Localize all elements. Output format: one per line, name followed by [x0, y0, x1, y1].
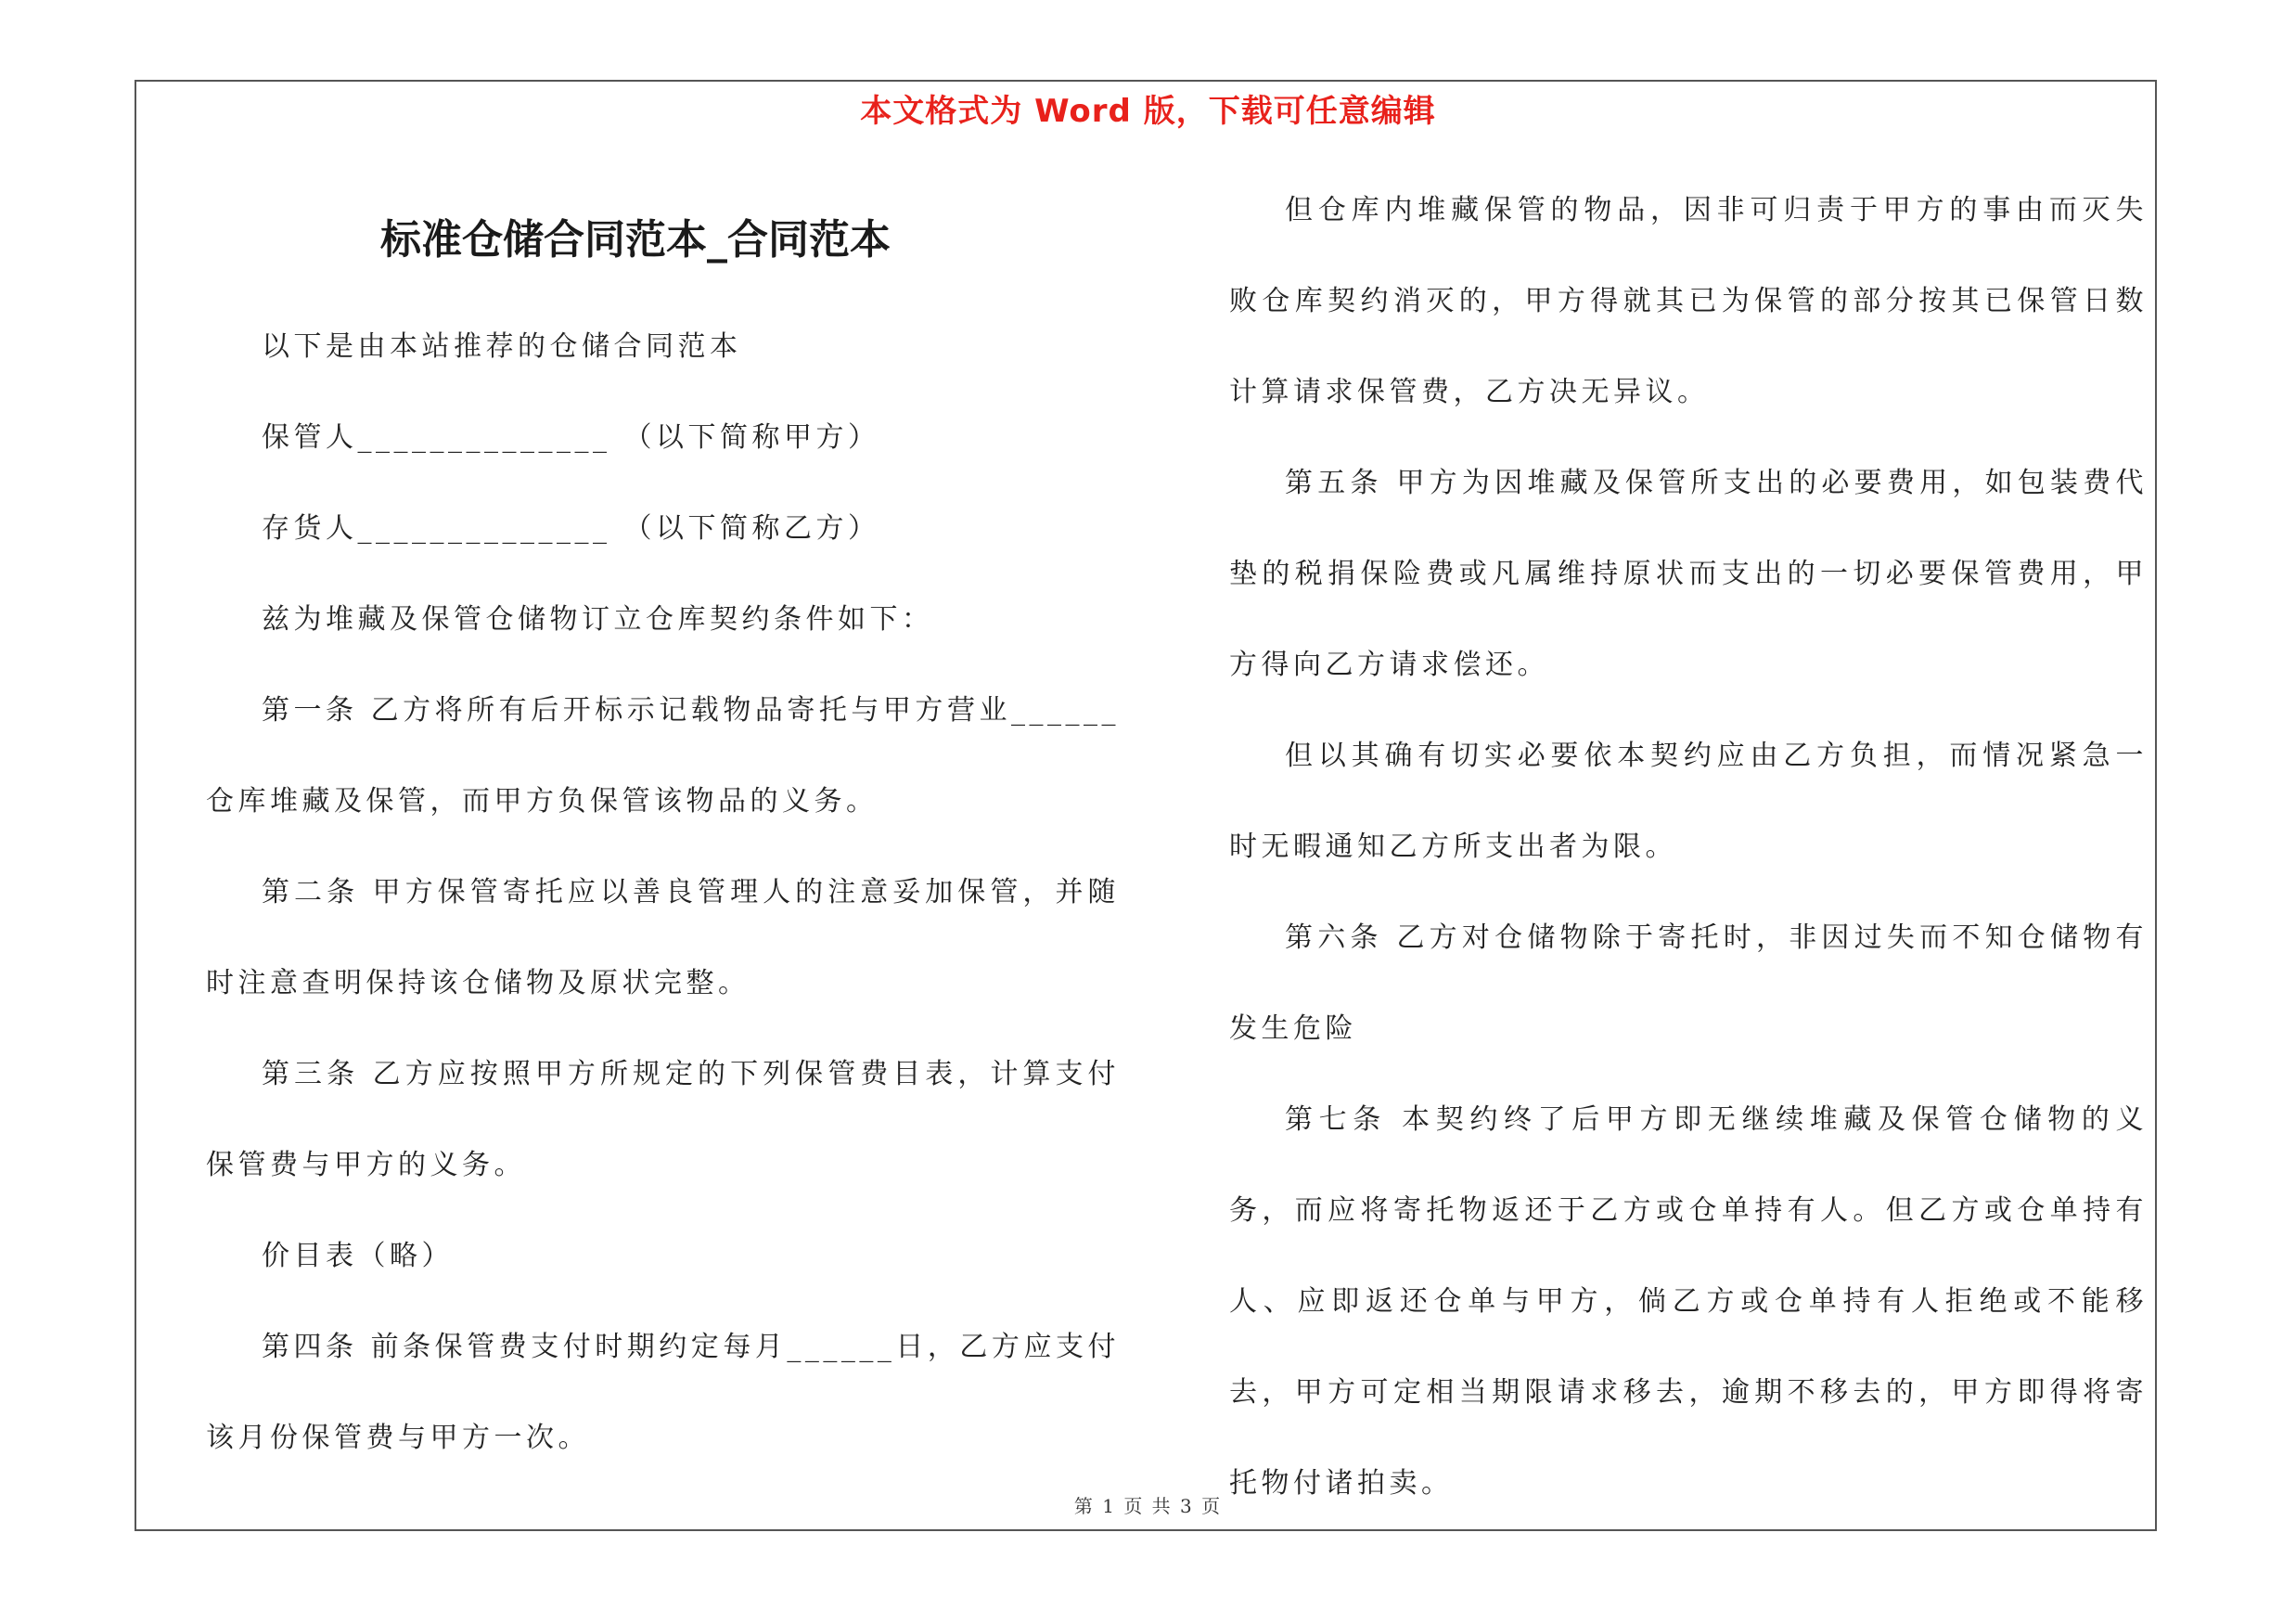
left-column [206, 302, 1120, 1484]
article-4: 第四条 前条保管费支付时期约定每月______日，乙方应支付该月份保管费与甲方一次。 [206, 1331, 1120, 1454]
article-5-proviso: 但以其确有切实必要依本契约应由乙方负担，而情况紧急一时无暇通知乙方所支出者为限。 [1229, 740, 2148, 863]
article-2: 第二条 甲方保管寄托应以善良管理人的注意妥加保管，并随时注意查明保持该仓储物及原状完整。 [206, 876, 1120, 999]
article-1: 第一条 乙方将所有后开标示记载物品寄托与甲方营业______仓库堆藏及保管，而甲方负保管该物品的义务。 [206, 694, 1120, 818]
article-4-proviso: 但仓库内堆藏保管的物品，因非可归责于甲方的事由而灭失败仓库契约消灭的，甲方得就其已为保管的部分按其已保管日数计算请求保管费，乙方决无异议。 [1229, 194, 2148, 408]
preamble-paragraph: 兹为堆藏及保管仓储物订立仓库契约条件如下： [262, 603, 934, 636]
format-banner: 本文格式为 Word 版，下载可任意编辑 [860, 93, 1436, 130]
document-title: 标准仓储合同范本_合同范本 [380, 216, 891, 264]
article-6: 第六条 乙方对仓储物除于寄托时，非因过失而不知仓储物有发生危险 [1229, 921, 2148, 1045]
article-5: 第五条 甲方为因堆藏及保管所支出的必要费用，如包装费代垫的税捐保险费或凡属维持原状而支出的一切必要保管费用，甲方得向乙方请求偿还。 [1229, 467, 2148, 681]
intro-paragraph: 以下是由本站推荐的仓储合同范本 [262, 330, 742, 363]
right-column [1229, 165, 2148, 1529]
depositor-line: 存货人______________ （以下简称乙方） [262, 512, 880, 545]
price-table-note: 价目表（略） [262, 1240, 454, 1272]
custodian-line: 保管人______________ （以下简称甲方） [262, 421, 880, 454]
article-7: 第七条 本契约终了后甲方即无继续堆藏及保管仓储物的义务，而应将寄托物返还于乙方或仓单持有人。但乙方或仓单持有人、应即返还仓单与甲方，倘乙方或仓单持有人拒绝或不能移去，甲方可定相当期限请求移去，逾期不移去的，甲方即得将寄托物付诸拍卖。 [1229, 1103, 2148, 1500]
page-number-footer: 第 1 页 共 3 页 [1073, 1495, 1223, 1517]
article-3: 第三条 乙方应按照甲方所规定的下列保管费目表，计算支付保管费与甲方的义务。 [206, 1058, 1120, 1181]
